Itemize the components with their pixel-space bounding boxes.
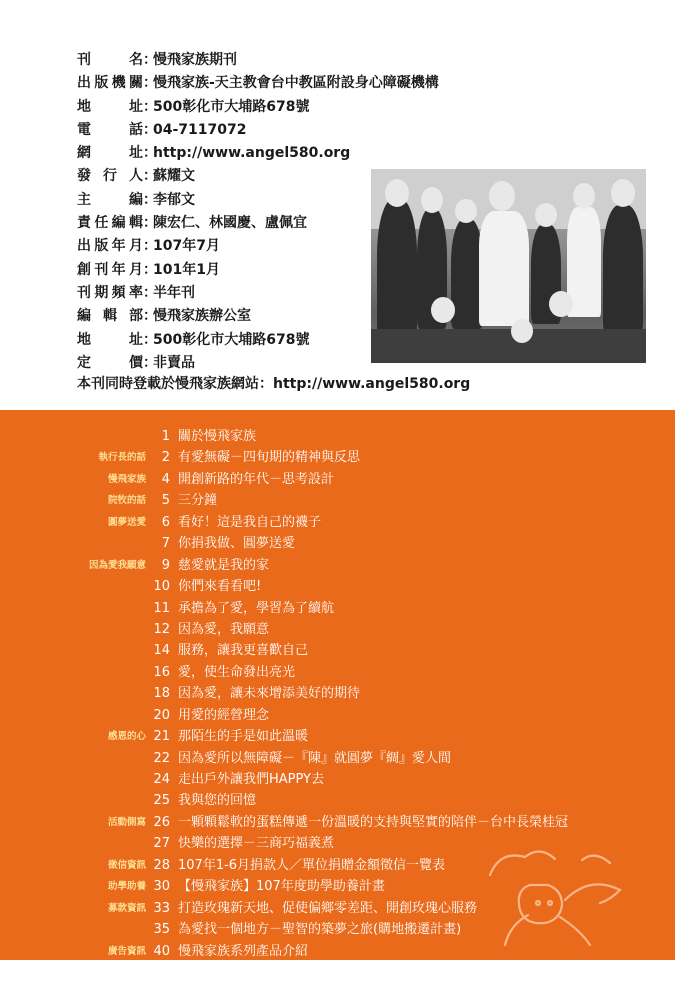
toc-title: 因為愛，讓未來增添美好的期待 xyxy=(178,686,361,702)
photo-face xyxy=(421,187,443,213)
cartoon-angel-illustration xyxy=(470,845,645,950)
info-colon: ： xyxy=(143,261,157,278)
toc-page-number: 11 xyxy=(153,600,170,616)
toc-page-number: 12 xyxy=(153,621,170,637)
angel-eye xyxy=(536,901,540,905)
toc-title: 用愛的經營理念 xyxy=(178,707,270,723)
info-colon: ： xyxy=(143,215,157,232)
toc-page-number: 28 xyxy=(153,857,170,873)
toc-title: 慢飛家族服務機構分布圖 xyxy=(178,964,322,980)
toc-page-number: 14 xyxy=(153,643,170,659)
photo-face xyxy=(535,203,557,227)
toc-title: 三分鐘 xyxy=(178,493,218,509)
toc-section-label: 院牧的話 xyxy=(107,495,146,507)
toc-title: 為愛找一個地方－聖智的築夢之旅(購地搬遷計畫) xyxy=(178,922,462,938)
toc-section-label: 圓夢送愛 xyxy=(107,516,146,528)
toc-section-label: 慢飛家族 xyxy=(107,473,146,485)
info-label: 地 址 xyxy=(77,331,143,348)
angel-halo xyxy=(582,856,610,863)
toc-title: 那陌生的手是如此溫暖 xyxy=(178,729,309,745)
toc-section-label: 廣告資訊 xyxy=(107,945,146,957)
toc-title: 走出戶外讓我們HAPPY去 xyxy=(178,772,325,787)
toc-section-label: 感恩的心 xyxy=(107,731,146,743)
toc-page-number: 16 xyxy=(153,664,170,680)
info-colon: ： xyxy=(143,145,157,162)
toc-page-number: 33 xyxy=(153,900,170,916)
info-value: 李郁文 xyxy=(153,191,195,208)
info-colon: ： xyxy=(143,331,157,348)
toc-title: 愛，使生命發出亮光 xyxy=(178,664,296,680)
photo-face xyxy=(573,183,595,209)
info-label: 責任編輯 xyxy=(77,215,143,232)
toc-title: 你們來看看吧! xyxy=(178,579,262,595)
info-label: 出版年月 xyxy=(77,238,143,255)
photo-face xyxy=(431,297,455,323)
toc-page-number: 6 xyxy=(161,514,170,530)
toc-page-number: 27 xyxy=(153,836,170,852)
toc-page-number: 26 xyxy=(153,814,170,830)
info-value: 500彰化市大埔路678號 xyxy=(153,331,310,348)
photo-person-white-shirt xyxy=(479,211,529,326)
info-value: 慢飛家族-天主教會台中教區附設身心障礙機構 xyxy=(153,75,439,92)
toc-page-number: 1 xyxy=(161,429,170,444)
toc-page-number: 30 xyxy=(153,879,170,895)
toc-page-number: 21 xyxy=(153,729,170,745)
toc-section-label: 因為愛我願意 xyxy=(88,559,146,571)
info-row xyxy=(77,142,439,165)
toc-page-number: 18 xyxy=(153,686,170,702)
info-colon: ： xyxy=(143,52,157,68)
info-colon: ： xyxy=(143,191,157,208)
toc-title: 我與您的回憶 xyxy=(178,793,257,809)
angel-eye xyxy=(548,901,552,905)
toc-page-number: 20 xyxy=(153,707,170,723)
toc-section-label: 活動側寫 xyxy=(107,816,146,828)
info-value: 陳宏仁、林國慶、盧佩宜 xyxy=(153,215,307,232)
info-row xyxy=(77,49,439,72)
info-label: 創刊年月 xyxy=(77,261,143,278)
photo-face xyxy=(455,199,477,223)
info-value: 慢飛家族期刊 xyxy=(153,52,237,68)
photo-ground xyxy=(371,329,646,363)
info-value: 半年刊 xyxy=(153,284,195,301)
angel-wing xyxy=(565,884,620,903)
info-label: 主 編 xyxy=(77,191,143,208)
info-label: 定 價 xyxy=(77,354,143,371)
info-colon: ： xyxy=(143,75,157,92)
info-colon: ： xyxy=(143,238,157,255)
toc-page-number: 5 xyxy=(161,493,170,509)
info-label: 刊期頻率 xyxy=(77,284,143,301)
info-value: 蘇耀文 xyxy=(153,168,195,185)
info-row xyxy=(77,96,439,119)
toc-title: 有愛無礙－四旬期的精神與反思 xyxy=(178,450,361,466)
toc-title: 快樂的選擇－三商巧福義煮 xyxy=(178,836,335,852)
toc-page-number: 40 xyxy=(153,943,170,959)
info-label: 編輯部 xyxy=(77,308,143,325)
info-label: 電 話 xyxy=(77,121,143,138)
toc-page-number: 24 xyxy=(153,772,170,787)
toc-title: 因為愛，我願意 xyxy=(178,621,270,637)
info-label: 地 址 xyxy=(77,98,143,115)
website-link[interactable]: http://www.angel580.org xyxy=(153,145,351,162)
info-value: 非賣品 xyxy=(153,354,195,371)
info-colon: ： xyxy=(143,121,157,138)
group-photo xyxy=(371,169,646,363)
toc-title: 慢飛家族系列產品介紹 xyxy=(178,943,309,959)
toc-page-number: 22 xyxy=(153,750,170,766)
toc-title: 開創新路的年代－思考設計 xyxy=(178,471,335,487)
toc-page-number: 35 xyxy=(153,922,170,938)
toc-title: 慈愛就是我的家 xyxy=(178,557,270,573)
website-notice: 本刊同時登載於慢飛家族網站：http://www.angel580.org xyxy=(77,376,471,392)
toc-title: 承擔為了愛，學習為了續航 xyxy=(178,600,335,616)
info-row xyxy=(77,72,439,95)
toc-section-label: 助學助養 xyxy=(107,881,146,893)
photo-face xyxy=(489,181,515,211)
photo-person xyxy=(377,199,417,339)
info-label: 出版機關 xyxy=(77,75,143,92)
info-value: 慢飛家族辦公室 xyxy=(153,308,251,325)
toc-title: 打造玫瑰新天地、促使偏鄉零差距、開創玫瑰心服務 xyxy=(178,900,478,916)
angel-arm xyxy=(505,915,528,945)
toc-section-label: 執行長的話 xyxy=(98,452,146,464)
photo-person xyxy=(603,205,643,335)
toc-title: 因為愛所以無障礙－『陳』就圓夢『綢』愛人間 xyxy=(178,750,452,766)
toc-title: 你捐我做、圓夢送愛 xyxy=(178,536,296,552)
photo-face xyxy=(511,319,533,343)
flow-lettering xyxy=(490,851,555,875)
info-row xyxy=(77,119,439,142)
info-colon: ： xyxy=(143,98,157,115)
photo-face xyxy=(549,291,573,317)
toc-title: 關於慢飛家族 xyxy=(178,429,257,444)
toc-title: 【慢飛家族】107年度助學助養計畫 xyxy=(178,879,385,895)
toc-title: 107年1-6月捐款人／單位捐贈金額徵信一覽表 xyxy=(178,857,446,873)
info-colon: ： xyxy=(143,354,157,371)
info-value: 101年1月 xyxy=(153,261,220,278)
info-colon: ： xyxy=(143,168,157,185)
toc-page-number: 25 xyxy=(153,793,170,809)
toc-page-number: 7 xyxy=(161,536,170,552)
toc-section-label: 徵信資訊 xyxy=(107,859,146,871)
toc-title: 一顆顆鬆軟的蛋糕傳遞一份溫暖的支持與堅實的陪伴－台中長榮桂冠 xyxy=(178,814,569,830)
toc-title: 看好！這是我自己的襪子 xyxy=(178,514,322,530)
masthead-section xyxy=(0,0,675,410)
toc-page-number: 9 xyxy=(161,557,170,573)
info-label: 網 址 xyxy=(77,145,143,162)
info-value: 107年7月 xyxy=(153,238,220,255)
info-value: 500彰化市大埔路678號 xyxy=(153,98,310,115)
toc-page-number: 10 xyxy=(153,579,170,595)
info-colon: ： xyxy=(143,308,157,325)
info-label: 發行人 xyxy=(77,168,143,185)
toc-page-number: 4 xyxy=(161,471,170,487)
photo-face xyxy=(611,179,635,207)
toc-page-number: 45 xyxy=(153,964,170,980)
info-value: 04-7117072 xyxy=(153,121,247,138)
info-colon: ： xyxy=(143,284,157,301)
toc-title: 服務，讓我更喜歡自己 xyxy=(178,643,309,659)
angel-arm xyxy=(560,917,590,945)
photo-face xyxy=(385,179,409,207)
toc-section-label: 募款資訊 xyxy=(107,902,146,914)
toc-page-number: 2 xyxy=(161,450,170,466)
info-label: 刊 名 xyxy=(77,52,143,68)
